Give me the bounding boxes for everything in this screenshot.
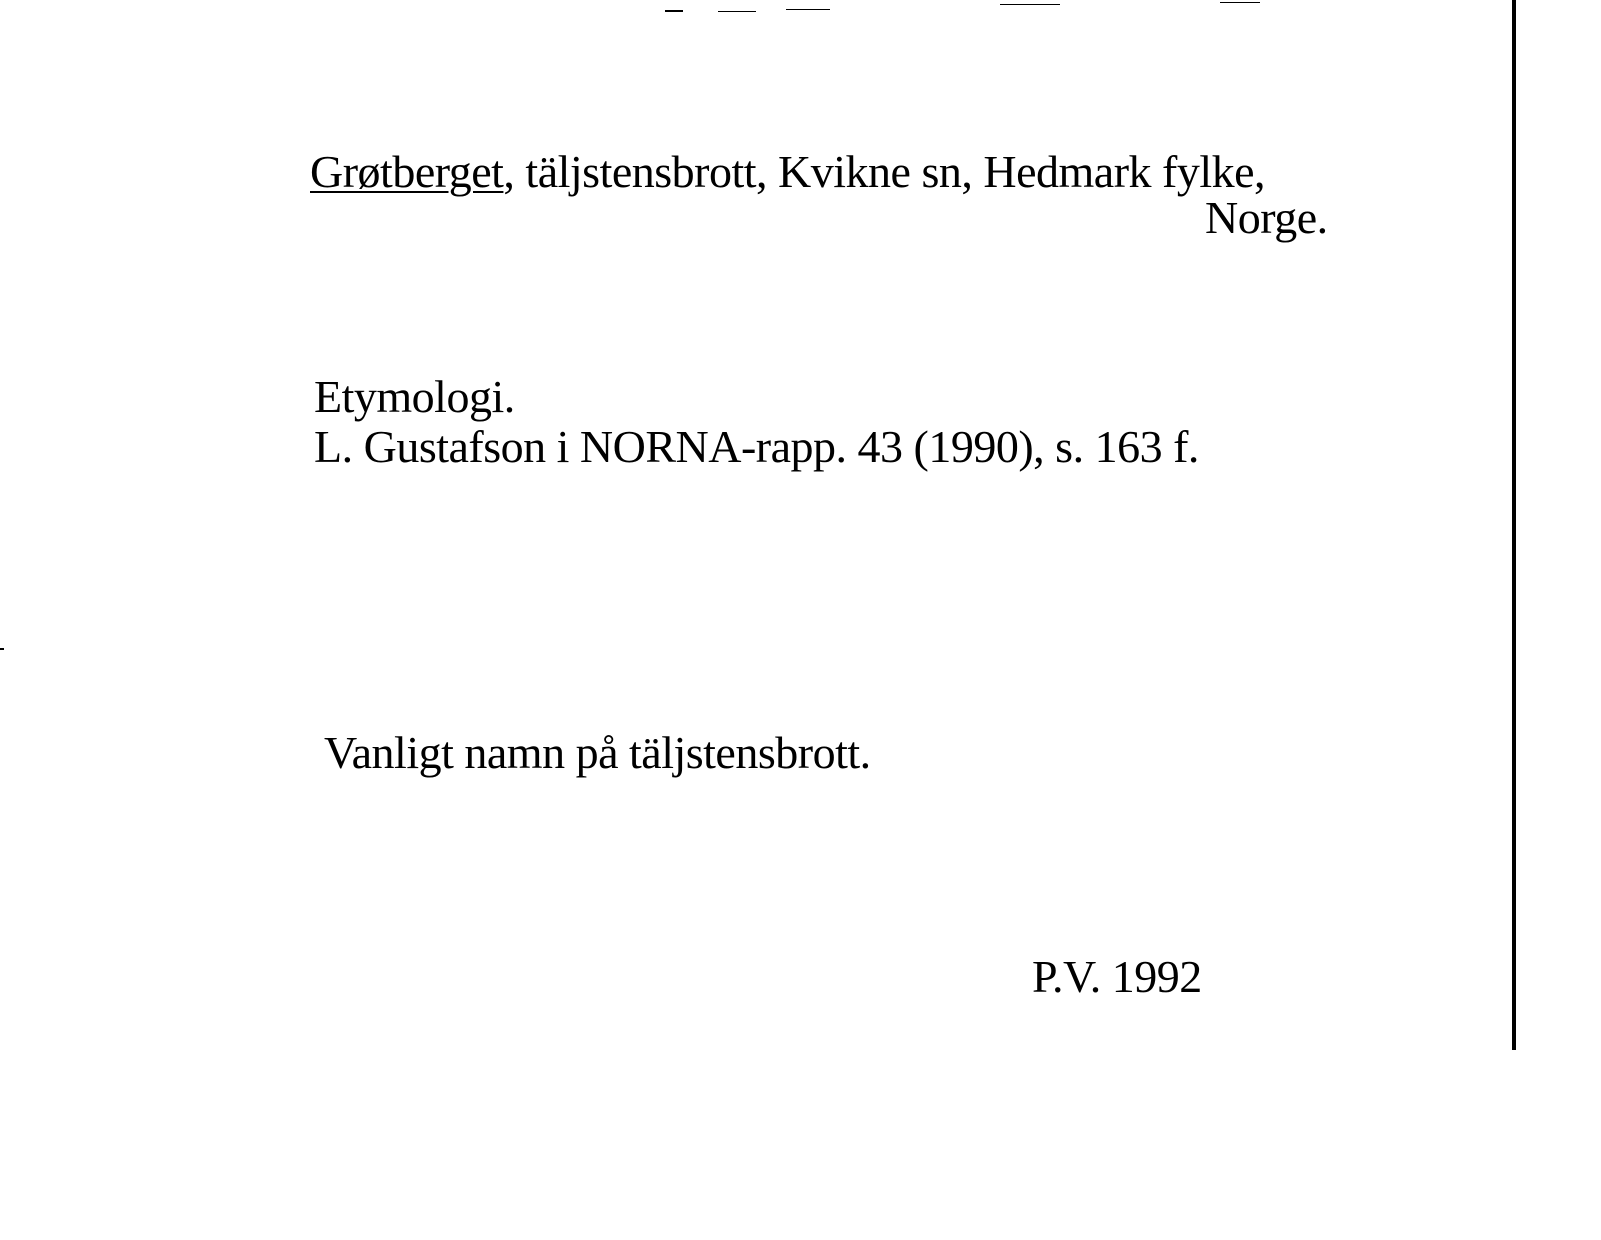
entry-country: Norge.: [1205, 192, 1328, 243]
scan-artifact: [786, 9, 830, 10]
scan-artifact: [718, 11, 756, 12]
entry-line: [310, 147, 1265, 197]
headword: Grøtberget: [310, 146, 504, 197]
note-text: Vanligt namn på täljstensbrott.: [324, 727, 871, 778]
card-edge-line: [1512, 0, 1516, 1050]
signature: P.V. 1992: [1032, 951, 1202, 1002]
scan-artifact: [1220, 2, 1260, 3]
scan-artifact: [665, 10, 683, 12]
scan-artifact: [1000, 4, 1060, 5]
etymology-reference: L. Gustafson i NORNA-rapp. 43 (1990), s. 163 f.: [314, 421, 1199, 472]
etymology-heading: Etymologi.: [314, 371, 515, 422]
scan-artifact: [0, 648, 4, 650]
entry-description: , täljstensbrott, Kvikne sn, Hedmark fylke,: [503, 146, 1266, 197]
